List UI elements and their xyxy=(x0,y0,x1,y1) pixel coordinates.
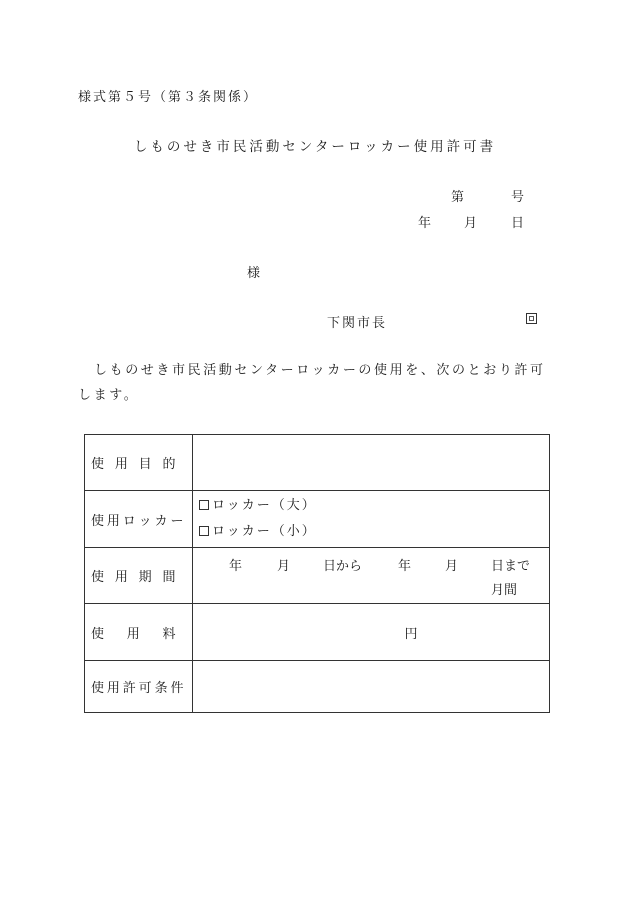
row-label-char: 使 xyxy=(91,626,107,642)
document-title: しものせき市民活動センターロッカー使用許可書 xyxy=(133,139,497,155)
end-month: 月 xyxy=(445,559,459,574)
label-fee xyxy=(85,604,193,661)
start-year: 年 xyxy=(229,559,243,574)
fee-unit: 円 xyxy=(404,626,418,642)
row-label-char: 件 xyxy=(170,681,186,696)
conditions-field[interactable] xyxy=(193,661,550,713)
row-label-char: ー xyxy=(170,513,186,529)
permit-details-table xyxy=(84,434,550,713)
row-label-char: 条 xyxy=(154,681,171,696)
row-label-char: 用 xyxy=(126,626,143,642)
table-row-fee xyxy=(85,604,550,661)
row-label-char: 的 xyxy=(162,457,178,472)
start-month: 月 xyxy=(277,559,291,574)
fee-field[interactable] xyxy=(193,604,550,661)
seal-icon xyxy=(526,313,537,324)
permission-statement: しものせき市民活動センターロッカーの使用を、次のとおり許可します。 xyxy=(78,363,546,403)
label-period xyxy=(85,548,193,604)
locker-option-large-label: ロッカー（大） xyxy=(212,498,317,513)
issuer-name: 下関市長 xyxy=(327,316,388,331)
number-suffix: 号 xyxy=(511,190,527,205)
table-row-locker xyxy=(85,491,550,548)
months-count: 月間 xyxy=(491,583,518,598)
row-label-char: 用 xyxy=(106,513,123,529)
row-label-char: 料 xyxy=(162,626,178,642)
row-label-char: 許 xyxy=(122,681,139,696)
date-month: 月 xyxy=(464,216,480,231)
row-label-char: 期 xyxy=(138,570,155,585)
date-day: 日 xyxy=(511,216,527,231)
end-year: 年 xyxy=(398,559,412,574)
table-row-conditions xyxy=(85,661,550,713)
row-label-char: 使 xyxy=(91,457,107,472)
locker-option-small-label: ロッカー（小） xyxy=(212,524,317,539)
row-label-char: 用 xyxy=(114,570,131,585)
label-locker xyxy=(85,491,193,548)
number-prefix: 第 xyxy=(451,190,467,205)
row-label-char: 使 xyxy=(91,681,107,696)
table-row-period xyxy=(85,548,550,604)
purpose-field[interactable] xyxy=(193,435,550,491)
row-label-char: 使 xyxy=(91,513,107,529)
row-label-char: 目 xyxy=(138,457,155,472)
locker-option-large[interactable] xyxy=(193,493,549,519)
row-label-char: ロ xyxy=(122,513,139,529)
locker-option-small[interactable] xyxy=(193,519,549,545)
start-day: 日から xyxy=(323,559,363,574)
label-purpose xyxy=(85,435,193,491)
row-label-char: 使 xyxy=(91,570,107,585)
period-field[interactable] xyxy=(193,548,550,604)
addressee-suffix: 様 xyxy=(247,266,263,281)
locker-field xyxy=(193,491,550,548)
row-label-char: ッ xyxy=(138,513,155,529)
row-label-char: 間 xyxy=(162,570,178,585)
row-label-char: 用 xyxy=(114,457,131,472)
table-row-purpose xyxy=(85,435,550,491)
label-conditions xyxy=(85,661,193,713)
row-label-char: 用 xyxy=(106,681,123,696)
checkbox-icon[interactable] xyxy=(199,526,209,536)
checkbox-icon[interactable] xyxy=(199,500,209,510)
form-number-label: 様式第５号（第３条関係） xyxy=(78,90,259,105)
end-day: 日まで xyxy=(491,559,531,574)
row-label-char: 可 xyxy=(138,681,155,696)
row-label-char: カ xyxy=(154,513,171,529)
date-year: 年 xyxy=(418,216,434,231)
